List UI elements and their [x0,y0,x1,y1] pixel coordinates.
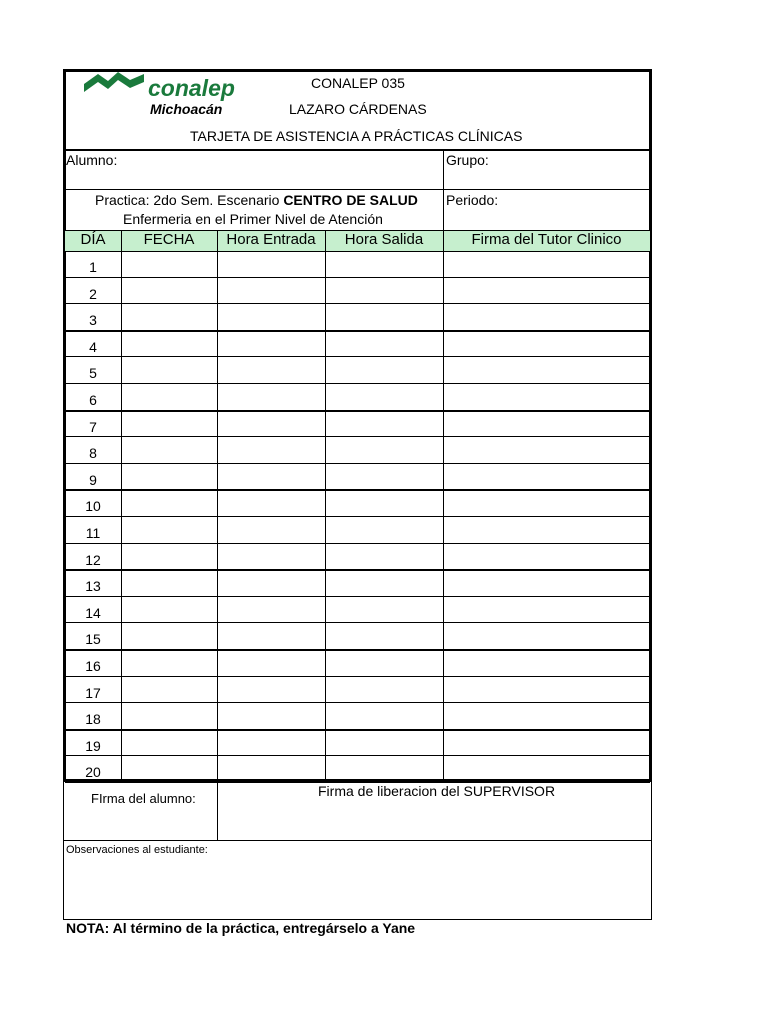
table-column-rule [121,230,122,782]
rule-under-title [65,149,650,151]
day-number: 7 [89,419,97,435]
day-number: 11 [85,525,101,541]
table-row-rule [65,303,650,304]
day-number: 6 [89,392,97,408]
table-row-rule [65,277,650,278]
table-row-rule [65,569,650,571]
table-row-rule [65,649,650,651]
logo-state-text: Michoacán [150,101,223,117]
col-firma-tutor: Firma del Tutor Clinico [471,231,622,248]
city-name: LAZARO CÁRDENAS [289,101,427,117]
logo-brand-text: conalep [148,75,235,101]
rule-under-alumno [65,189,650,190]
day-number: 12 [85,552,101,568]
signature-divider [217,782,218,840]
conalep-logo [84,70,254,120]
table-row-rule [65,702,650,703]
firma-supervisor-label: Firma de liberacion del SUPERVISOR [318,783,556,799]
conalep-emblem-icon [84,70,146,102]
table-row-rule [65,596,650,597]
firma-alumno-label: FIrma del alumno: [91,791,196,806]
table-row-rule [65,755,650,756]
practica-line-2: Enfermeria en el Primer Nivel de Atención [123,211,383,227]
day-number: 10 [85,498,101,514]
day-number: 13 [85,578,101,594]
table-column-rule [325,230,326,782]
table-row-rule [65,330,650,332]
day-number: 9 [89,472,97,488]
periodo-label: Periodo: [446,192,499,208]
table-row-rule [65,516,650,517]
table-row-rule [65,383,650,384]
day-number: 8 [89,445,97,461]
day-number: 15 [85,631,101,647]
col-hora-entrada: Hora Entrada [226,231,316,248]
table-row-rule [65,729,650,731]
table-row-rule [65,410,650,412]
practica-prefix: Practica: 2do Sem. Escenario [95,192,284,208]
day-number: 2 [89,286,97,302]
col-fecha: FECHA [143,231,195,248]
table-column-rule [443,230,444,782]
form-frame-inner [65,71,650,780]
info-divider [443,150,444,230]
day-number: 5 [89,365,97,381]
day-number: 14 [85,605,101,621]
table-row-rule [65,543,650,544]
day-number: 16 [85,658,101,674]
alumno-label: Alumno: [66,152,118,168]
day-number: 1 [89,259,97,275]
rule-above-observaciones [63,840,652,841]
col-hora-salida: Hora Salida [344,231,424,248]
practica-line-1 [95,192,418,208]
day-number: 20 [85,764,101,780]
day-number: 17 [85,685,101,701]
day-number: 3 [89,312,97,328]
day-number: 4 [89,339,97,355]
day-number: 19 [85,738,101,754]
form-title: TARJETA DE ASISTENCIA A PRÁCTICAS CLÍNICAS [190,128,523,144]
practica-scenario: CENTRO DE SALUD [283,192,418,208]
observaciones-label: Observaciones al estudiante: [66,844,208,856]
table-row-rule [65,356,650,357]
school-name: CONALEP 035 [311,75,405,91]
nota-text: NOTA: Al término de la práctica, entregárselo a Yane [66,920,416,936]
table-row-rule [65,676,650,677]
table-row-rule [65,463,650,464]
col-dia: DÍA [80,231,106,248]
grupo-label: Grupo: [446,152,489,168]
table-row-rule [65,489,650,491]
table-row-rule [65,436,650,437]
table-row-rule [65,622,650,623]
day-number: 18 [85,711,101,727]
table-column-rule [217,230,218,782]
